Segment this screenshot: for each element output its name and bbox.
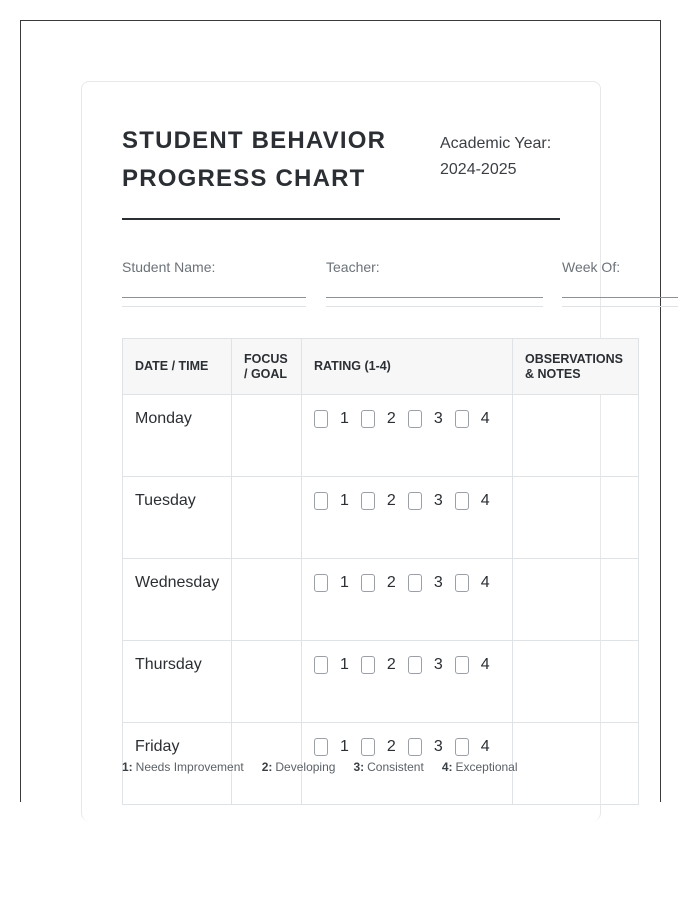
focus-goal-cell[interactable] xyxy=(232,559,302,641)
legend-key: 3: xyxy=(353,760,365,774)
rating-number: 4 xyxy=(480,574,490,591)
rating-option[interactable] xyxy=(455,656,490,674)
rating-legend xyxy=(122,760,536,774)
rating-cell xyxy=(302,395,513,477)
column-header-notes: OBSERVATIONS & NOTES xyxy=(513,339,639,395)
rating-checkbox[interactable] xyxy=(314,738,328,756)
table-row xyxy=(123,477,639,559)
focus-goal-cell[interactable] xyxy=(232,641,302,723)
legend-text: Consistent xyxy=(367,760,424,774)
rating-option[interactable] xyxy=(455,492,490,510)
observations-cell[interactable] xyxy=(513,395,639,477)
legend-item xyxy=(262,760,336,774)
rating-number: 3 xyxy=(433,492,443,509)
rating-number: 1 xyxy=(340,574,349,591)
focus-goal-cell[interactable] xyxy=(232,477,302,559)
rating-option[interactable] xyxy=(361,492,396,510)
rating-checkbox[interactable] xyxy=(361,656,375,674)
focus-goal-cell[interactable] xyxy=(232,395,302,477)
rating-option[interactable] xyxy=(361,410,396,428)
legend-key: 4: xyxy=(441,760,453,774)
rating-number: 3 xyxy=(433,656,443,673)
table-row xyxy=(123,395,639,477)
rating-option[interactable] xyxy=(408,738,443,756)
rating-number: 4 xyxy=(480,492,490,509)
rating-number: 1 xyxy=(340,738,349,755)
rating-number: 1 xyxy=(340,656,349,673)
rating-option[interactable] xyxy=(455,574,490,592)
title-line-1: STUDENT BEHAVIOR xyxy=(122,127,387,154)
rating-checkbox[interactable] xyxy=(408,574,422,592)
rating-number: 3 xyxy=(433,574,443,591)
rating-number: 2 xyxy=(386,492,396,509)
rating-option[interactable] xyxy=(361,738,396,756)
rating-checkbox[interactable] xyxy=(408,738,422,756)
rating-checkbox[interactable] xyxy=(408,492,422,510)
rating-checkbox[interactable] xyxy=(361,492,375,510)
rating-number: 2 xyxy=(386,410,396,427)
week-of-field[interactable] xyxy=(562,297,678,298)
rating-checkbox[interactable] xyxy=(455,656,469,674)
rating-checkbox[interactable] xyxy=(408,656,422,674)
legend-item xyxy=(353,760,423,774)
rating-cell xyxy=(302,559,513,641)
column-header-focus: FOCUS / GOAL xyxy=(232,339,302,395)
day-cell: Tuesday xyxy=(123,477,232,559)
student-name-label: Student Name: xyxy=(122,259,216,275)
rating-checkbox[interactable] xyxy=(314,574,328,592)
rating-number: 2 xyxy=(386,738,396,755)
column-header-rating: RATING (1-4) xyxy=(302,339,513,395)
academic-year-value: 2024-2025 xyxy=(440,161,517,178)
rating-checkbox[interactable] xyxy=(455,574,469,592)
rating-number: 1 xyxy=(340,410,349,427)
rating-option[interactable] xyxy=(455,738,490,756)
legend-text: Needs Improvement xyxy=(135,760,244,774)
rating-option[interactable] xyxy=(314,738,349,756)
rating-number: 4 xyxy=(480,656,490,673)
rating-option[interactable] xyxy=(408,574,443,592)
table-row xyxy=(123,559,639,641)
observations-cell[interactable] xyxy=(513,477,639,559)
page-title xyxy=(122,122,412,198)
student-name-underline xyxy=(122,306,306,307)
rating-option[interactable] xyxy=(314,410,349,428)
legend-text: Developing xyxy=(275,760,336,774)
rating-option[interactable] xyxy=(408,410,443,428)
rating-checkbox[interactable] xyxy=(314,656,328,674)
legend-item xyxy=(442,760,518,774)
legend-key: 2: xyxy=(261,760,273,774)
rating-cell xyxy=(302,477,513,559)
day-cell: Friday xyxy=(123,723,232,805)
rating-checkbox[interactable] xyxy=(455,410,469,428)
rating-option[interactable] xyxy=(408,492,443,510)
rating-checkbox[interactable] xyxy=(314,410,328,428)
rating-option[interactable] xyxy=(361,656,396,674)
observations-cell[interactable] xyxy=(513,641,639,723)
teacher-underline xyxy=(326,306,543,307)
table-row xyxy=(123,641,639,723)
rating-number: 4 xyxy=(480,738,490,755)
rating-option[interactable] xyxy=(314,574,349,592)
week-of-underline xyxy=(562,306,678,307)
title-line-2: PROGRESS CHART xyxy=(122,165,366,192)
teacher-label: Teacher: xyxy=(326,259,380,275)
observations-cell[interactable] xyxy=(513,559,639,641)
rating-number: 2 xyxy=(386,656,396,673)
rating-number: 4 xyxy=(480,410,490,427)
rating-option[interactable] xyxy=(361,574,396,592)
rating-checkbox[interactable] xyxy=(408,410,422,428)
rating-checkbox[interactable] xyxy=(361,410,375,428)
rating-number: 3 xyxy=(433,738,443,755)
rating-cell xyxy=(302,641,513,723)
rating-checkbox[interactable] xyxy=(361,574,375,592)
rating-checkbox[interactable] xyxy=(455,492,469,510)
legend-item xyxy=(122,760,244,774)
week-of-label: Week Of: xyxy=(562,259,621,275)
rating-checkbox[interactable] xyxy=(314,492,328,510)
header-divider xyxy=(122,218,560,220)
legend-key: 1: xyxy=(122,760,133,774)
rating-option[interactable] xyxy=(314,492,349,510)
teacher-field[interactable] xyxy=(326,297,543,298)
academic-year-label: Academic Year: xyxy=(440,135,552,152)
rating-checkbox[interactable] xyxy=(361,738,375,756)
rating-option[interactable] xyxy=(455,410,490,428)
behavior-table xyxy=(122,338,639,805)
day-cell: Monday xyxy=(123,395,232,477)
student-name-field[interactable] xyxy=(122,297,306,298)
rating-number: 2 xyxy=(386,574,396,591)
rating-number: 3 xyxy=(433,410,443,427)
rating-option[interactable] xyxy=(408,656,443,674)
rating-checkbox[interactable] xyxy=(455,738,469,756)
academic-year xyxy=(440,131,551,183)
rating-number: 1 xyxy=(340,492,349,509)
column-header-date: DATE / TIME xyxy=(123,339,232,395)
legend-text: Exceptional xyxy=(455,760,518,774)
day-cell: Wednesday xyxy=(123,559,232,641)
rating-option[interactable] xyxy=(314,656,349,674)
day-cell: Thursday xyxy=(123,641,232,723)
table-header-row xyxy=(123,339,639,395)
